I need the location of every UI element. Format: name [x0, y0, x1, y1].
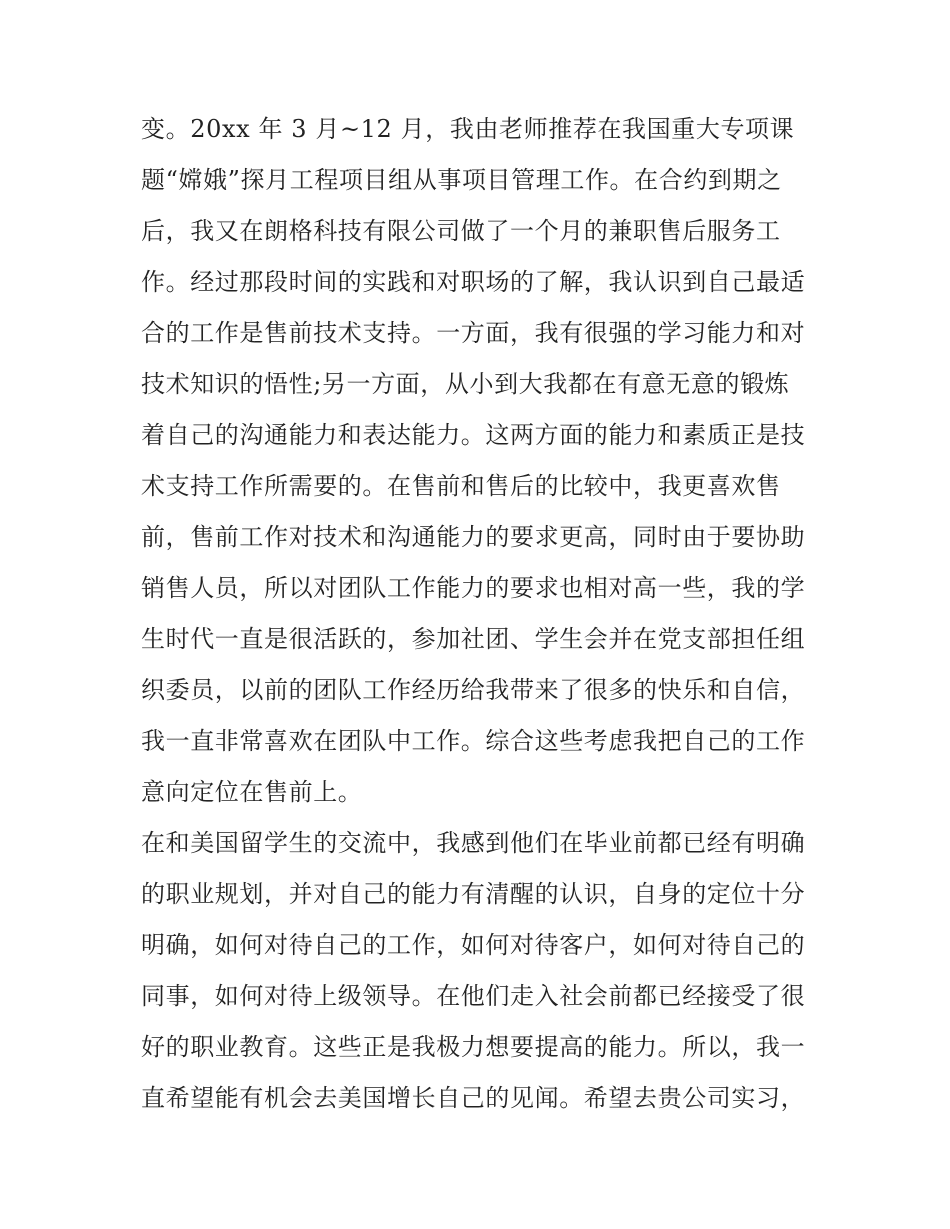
text-line-9: 前，售前工作对技术和沟通能力的要求更高，同时由于要协助 — [141, 523, 806, 551]
text-line-5: 合的工作是售前技术支持。一方面，我有很强的学习能力和对 — [141, 319, 806, 347]
text-line-11: 生时代一直是很活跃的，参加社团、学生会并在党支部担任组 — [141, 625, 806, 653]
text-line-13: 我一直非常喜欢在团队中工作。综合这些考虑我把自己的工作 — [141, 727, 806, 755]
text-line-1: 变。20xx 年 3 月~12 月，我由老师推荐在我国重大专项课 — [141, 115, 795, 143]
text-line-14: 意向定位在售前上。 — [141, 778, 363, 806]
text-line-15: 在和美国留学生的交流中，我感到他们在毕业前都已经有明确 — [141, 829, 806, 857]
text-line-10: 销售人员，所以对团队工作能力的要求也相对高一些，我的学 — [141, 574, 806, 602]
text-line-4: 作。经过那段时间的实践和对职场的了解，我认识到自己最适 — [141, 268, 806, 296]
text-line-6: 技术知识的悟性;另一方面，从小到大我都在有意无意的锻炼 — [141, 370, 790, 398]
text-line-3: 后，我又在朗格科技有限公司做了一个月的兼职售后服务工 — [141, 217, 781, 245]
text-line-8: 术支持工作所需要的。在售前和售后的比较中，我更喜欢售 — [141, 472, 781, 500]
text-line-20: 直希望能有机会去美国增长自己的见闻。希望去贵公司实习， — [141, 1084, 806, 1112]
text-line-16: 的职业规划，并对自己的能力有清醒的认识，自身的定位十分 — [141, 880, 806, 908]
text-line-17: 明确，如何对待自己的工作，如何对待客户，如何对待自己的 — [141, 931, 806, 959]
text-line-19: 好的职业教育。这些正是我极力想要提高的能力。所以，我一 — [141, 1033, 806, 1061]
text-line-7: 着自己的沟通能力和表达能力。这两方面的能力和素质正是技 — [141, 421, 806, 449]
text-line-12: 织委员，以前的团队工作经历给我带来了很多的快乐和自信， — [141, 676, 806, 704]
body-text — [141, 104, 821, 1124]
text-line-18: 同事，如何对待上级领导。在他们走入社会前都已经接受了很 — [141, 982, 806, 1010]
text-line-2: 题“嫦娥”探月工程项目组从事项目管理工作。在合约到期之 — [141, 166, 782, 194]
